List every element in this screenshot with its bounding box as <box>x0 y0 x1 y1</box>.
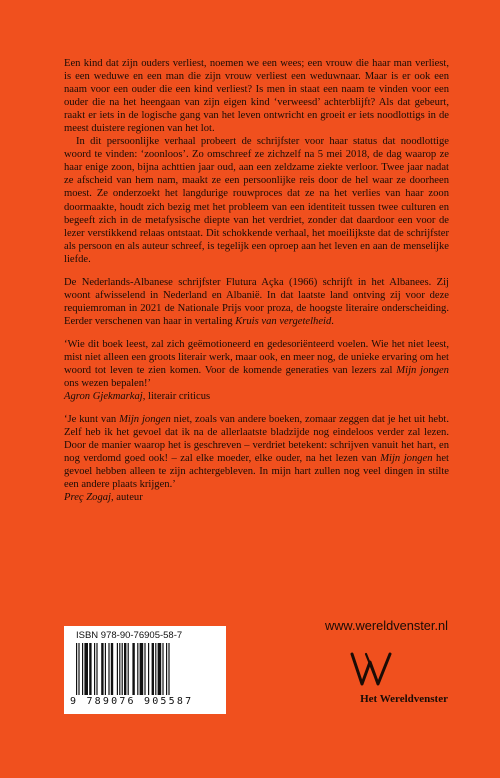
blurb-paragraph-1: Een kind dat zijn ouders verliest, noemen we een wees; een vrouw die haar man verliest, is een weduwe en een man die zijn vrouw verliest een weduwnaar. Maar is er ook een naam voor een ouder die een kind verliest? Is men in staat een naam te vinden voor een ouder die na het heengaan van zijn eigen kind ‘verweesd’ achterblijft? Als dat gebeurt, raakt er iets in de logische gang van het leven ontwricht en groeit er iets noodlottigs in de meest duistere regionen van het lot. <box>64 58 449 135</box>
quote-2-book-title-2: Mijn jongen <box>380 453 433 465</box>
quote-1-text-a: ‘Wie dit boek leest, zal zich geëmotioneerd en gedesoriënteerd voelen. Wie het niet leest, mist niet alleen een groots literair werk, maar ook, en meer nog, de unieke ervaring om het woord tot leven te zien komen. Voor de komende generaties van lezers zal <box>64 338 449 377</box>
isbn-barcode <box>64 626 226 714</box>
quote-1-text-b: ons wezen bepalen!’ <box>64 378 152 390</box>
quote-1-role: , literair criticus <box>142 391 211 403</box>
author-bio <box>64 276 449 328</box>
bio-book-title: Kruis van vergetelheid <box>235 315 332 327</box>
quote-2-author: Preç Zogaj <box>64 492 111 504</box>
quote-2-role: , auteur <box>110 492 143 504</box>
isbn-label: ISBN 978-90-76905-58-7 <box>76 630 183 641</box>
publisher-name: Het Wereldvenster <box>360 693 448 705</box>
quote-2-text-c: het gevoel hebben alleen te zijn achtergebleven. In mijn hart zullen nog veel dingen in stilte een andere plaats krijgen.’ <box>64 453 449 491</box>
quote-1-book-title: Mijn jongen <box>396 365 449 377</box>
bio-end: . <box>331 315 334 327</box>
blurb-paragraph-2: In dit persoonlijke verhaal probeert de schrijfster voor haar status dat noodlottige woord te vinden: ‘zoonloos’. Zo omschreef ze zichzelf na 5 mei 2018, de dag waarop ze haar enige zoon, bijna achttien jaar oud, aan een zeldzame ziekte verloor. Twee jaar nadat ze afscheid van hem nam, maakt ze een persoonlijke reis door de hel waar ze doorheen moest. Ze onderzoekt het langdurige rouwproces dat ze na het verlies van haar zoon doormaakte, houdt zich bezig met het probleem van een identiteit tussen twee culturen en begeeft zich in de metafysische diepte van het verdriet, zonder dat daardoor een voor de lezer verstikkend relaas ontstaat. Dit schokkende verhaal, het moeilijkste dat de schrijfster als persoon en als auteur schreef, is tegelijk een oproep aan het leven en aan de menselijke liefde. <box>64 136 449 265</box>
quote-2-text-a: ‘Je kunt van <box>64 414 120 426</box>
quote-2-book-title-1: Mijn jongen <box>119 414 171 426</box>
barcode-bars <box>74 643 219 695</box>
bio-text: De Nederlands-Albanese schrijfster Flutura Açka (1966) schrijft in het Albanees. Zij woont afwisselend in Nederland en Albanië. In dat laatste land ontving zij voor deze requiemroman in 2021 de Nationale Prijs voor proza, de hoogste literaire onderscheiding. Eerder verschenen van haar in vertaling <box>64 276 449 327</box>
quote-2-text-b: niet, zoals van andere boeken, zomaar zeggen dat je het uit hebt. Zelf heb ik het gevoel dat ik na de allerlaatste bladzijde nog eindeloos verder zal lezen. Door de manier waarop het is geschreven – verdriet betekent: schrijven vanuit het hart, en nog verdomd goed ook! – zal elke moeder, elke ouder, na het lezen van <box>64 414 449 465</box>
review-quote-2 <box>64 413 449 504</box>
wv-monogram-logo-icon <box>350 650 394 690</box>
review-quote-1 <box>64 338 449 403</box>
back-cover-text <box>64 57 449 505</box>
isbn-digits: 9 789076 905587 <box>70 696 194 707</box>
publisher-website: www.wereldvenster.nl <box>324 618 448 633</box>
quote-1-author: Agron Gjekmarkaj <box>64 391 143 403</box>
